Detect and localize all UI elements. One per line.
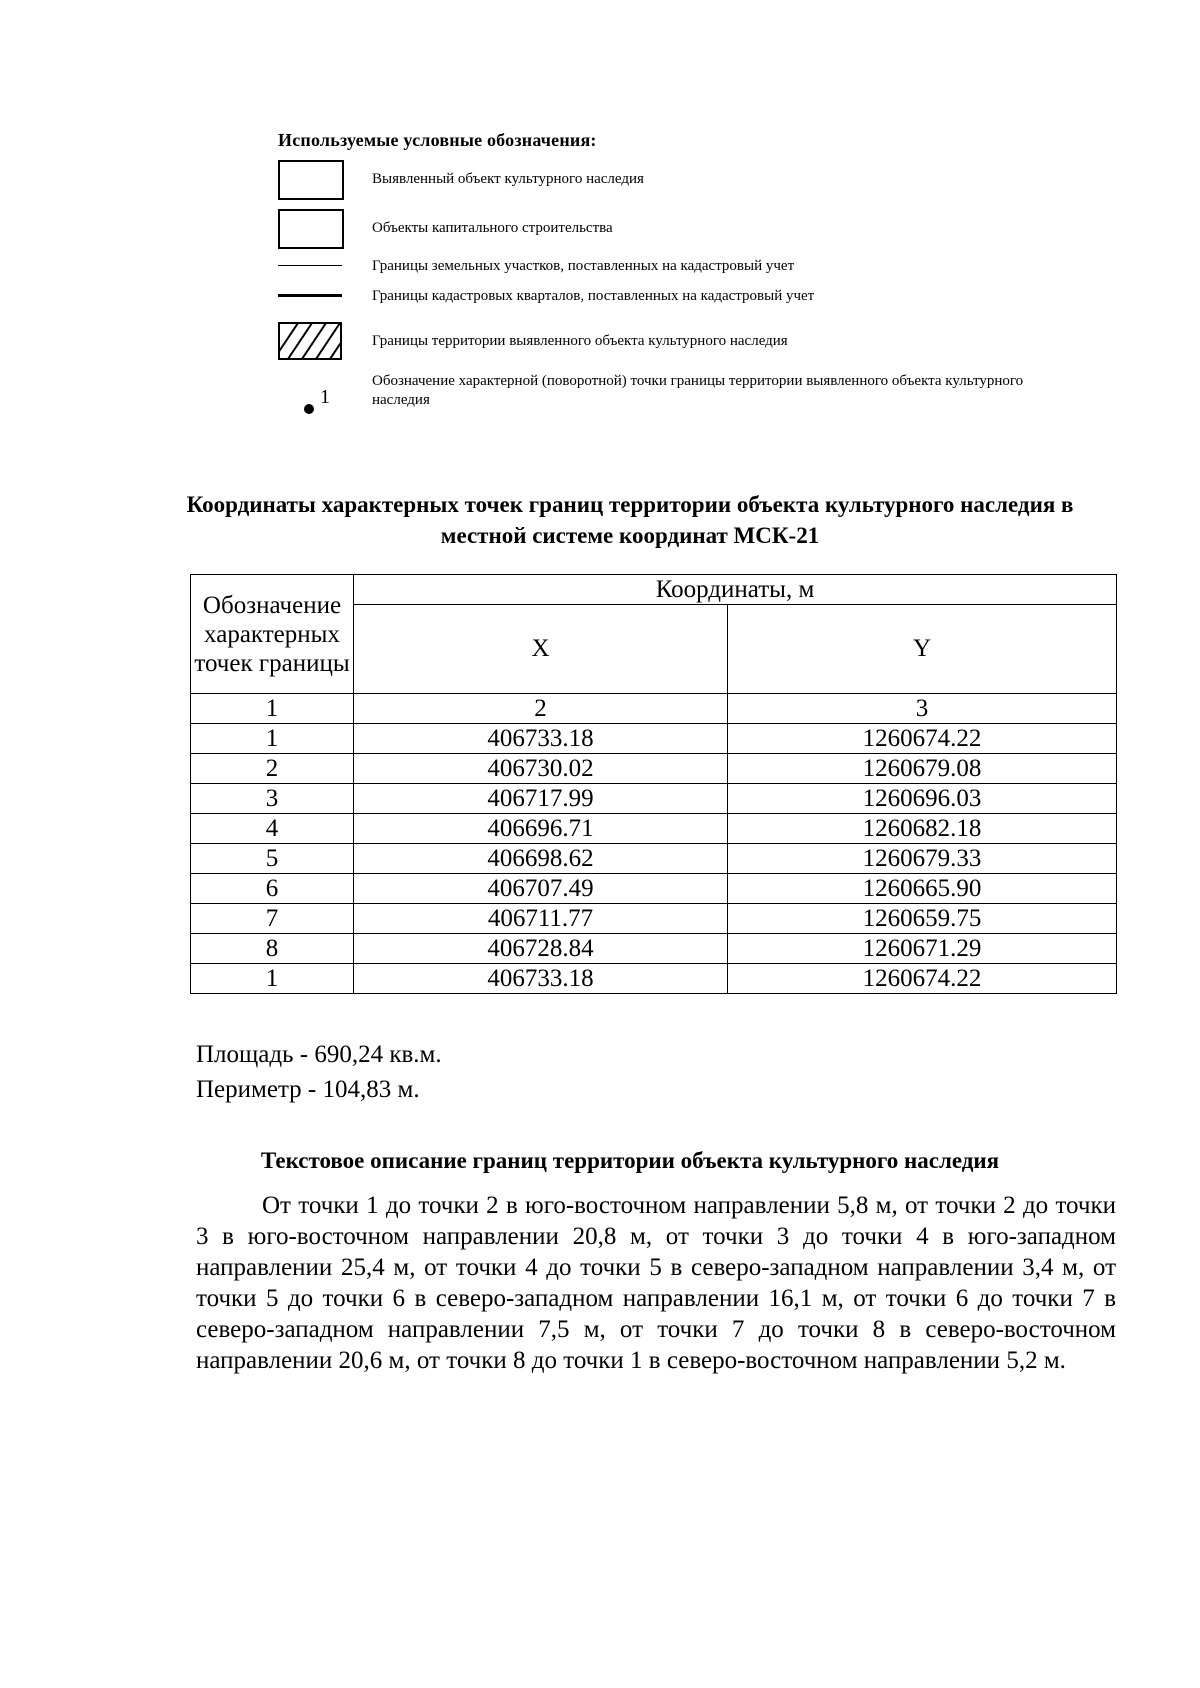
area-perimeter-block bbox=[196, 1037, 442, 1107]
description-heading: Текстовое описание границ территории объекта культурного наследия bbox=[260, 1148, 1000, 1173]
point-symbol-icon bbox=[278, 372, 344, 420]
legend-item-label: Границы кадастровых кварталов, поставленных на кадастровый учет bbox=[372, 287, 815, 304]
coordinates-table bbox=[190, 574, 1117, 994]
column-number: 3 bbox=[728, 694, 1117, 724]
legend-item-label: Границы территории выявленного объекта культурного наследия bbox=[372, 332, 788, 349]
y-cell: 1260696.03 bbox=[728, 784, 1117, 814]
point-cell: 1 bbox=[191, 724, 354, 754]
x-cell: 406717.99 bbox=[354, 784, 728, 814]
x-cell: 406696.71 bbox=[354, 814, 728, 844]
table-row bbox=[191, 784, 1117, 814]
x-cell: 406733.18 bbox=[354, 724, 728, 754]
legend-item-label: Обозначение характерной (поворотной) точки границы территории выявленного объекта культурного наследия bbox=[372, 373, 1024, 408]
legend-item-cultural-object bbox=[278, 160, 644, 198]
legend-title: Используемые условные обозначения: bbox=[278, 130, 597, 150]
y-cell: 1260679.33 bbox=[728, 844, 1117, 874]
hatched-box-symbol-icon bbox=[278, 322, 344, 360]
x-cell: 406698.62 bbox=[354, 844, 728, 874]
table-header-row bbox=[191, 575, 1117, 605]
table-row bbox=[191, 904, 1117, 934]
x-cell: 406728.84 bbox=[354, 934, 728, 964]
table-row bbox=[191, 814, 1117, 844]
table-row bbox=[191, 934, 1117, 964]
y-cell: 1260679.08 bbox=[728, 754, 1117, 784]
y-cell: 1260682.18 bbox=[728, 814, 1117, 844]
header-x-label: X bbox=[354, 605, 728, 694]
legend-item-characteristic-point bbox=[278, 372, 1052, 420]
box-symbol-icon bbox=[278, 160, 344, 198]
coordinates-heading: Координаты характерных точек границ территории объекта культурного наследия в местной системе координат МСК-21 bbox=[186, 492, 1074, 548]
point-cell: 1 bbox=[191, 964, 354, 994]
legend-item-label: Выявленный объект культурного наследия bbox=[372, 170, 644, 187]
point-cell: 5 bbox=[191, 844, 354, 874]
column-number-row bbox=[191, 694, 1117, 724]
x-cell: 406733.18 bbox=[354, 964, 728, 994]
point-cell: 3 bbox=[191, 784, 354, 814]
header-coordinates-label: Координаты, м bbox=[354, 575, 1117, 605]
description-paragraph: От точки 1 до точки 2 в юго-восточном направлении 5,8 м, от точки 2 до точки 3 в юго-восточном направлении 20,8 м, от точки 3 до точки 4 в юго-западном направлении 25,4 м, от точки 4 до точки 5 в северо-западном направлении 3,4 м, от точки 5 до точки 6 в северо-западном направлении 16,1 м, от точки 6 до точки 7 в северо-западном направлении 7,5 м, от точки 7 до точки 8 в северо-восточном направлении 20,6 м, от точки 8 до точки 1 в северо-восточном направлении 5,2 м. bbox=[196, 1192, 1116, 1374]
point-cell: 6 bbox=[191, 874, 354, 904]
table-row bbox=[191, 754, 1117, 784]
y-cell: 1260659.75 bbox=[728, 904, 1117, 934]
thick-line-symbol-icon bbox=[278, 277, 344, 315]
point-number: 1 bbox=[320, 386, 330, 408]
x-cell: 406730.02 bbox=[354, 754, 728, 784]
legend-item-cadastral-quarter-boundary bbox=[278, 277, 814, 315]
header-point-label: Обозначение характерных точек границы bbox=[191, 575, 354, 694]
point-cell: 2 bbox=[191, 754, 354, 784]
x-cell: 406711.77 bbox=[354, 904, 728, 934]
perimeter-text: Периметр - 104,83 м. bbox=[196, 1076, 420, 1103]
point-cell: 8 bbox=[191, 934, 354, 964]
legend-item-territory-boundary bbox=[278, 322, 788, 360]
y-cell: 1260671.29 bbox=[728, 934, 1117, 964]
table-row bbox=[191, 964, 1117, 994]
table-row bbox=[191, 874, 1117, 904]
y-cell: 1260674.22 bbox=[728, 964, 1117, 994]
x-cell: 406707.49 bbox=[354, 874, 728, 904]
column-number: 1 bbox=[191, 694, 354, 724]
box-symbol-icon bbox=[278, 209, 344, 247]
header-y-label: Y bbox=[728, 605, 1117, 694]
point-cell: 4 bbox=[191, 814, 354, 844]
area-text: Площадь - 690,24 кв.м. bbox=[196, 1041, 442, 1068]
legend-item-label: Объекты капитального строительства bbox=[372, 219, 613, 236]
y-cell: 1260665.90 bbox=[728, 874, 1117, 904]
y-cell: 1260674.22 bbox=[728, 724, 1117, 754]
table-row bbox=[191, 844, 1117, 874]
table-row bbox=[191, 724, 1117, 754]
legend-item-capital-construction bbox=[278, 209, 613, 247]
point-cell: 7 bbox=[191, 904, 354, 934]
legend-item-label: Границы земельных участков, поставленных на кадастровый учет bbox=[372, 257, 795, 274]
column-number: 2 bbox=[354, 694, 728, 724]
